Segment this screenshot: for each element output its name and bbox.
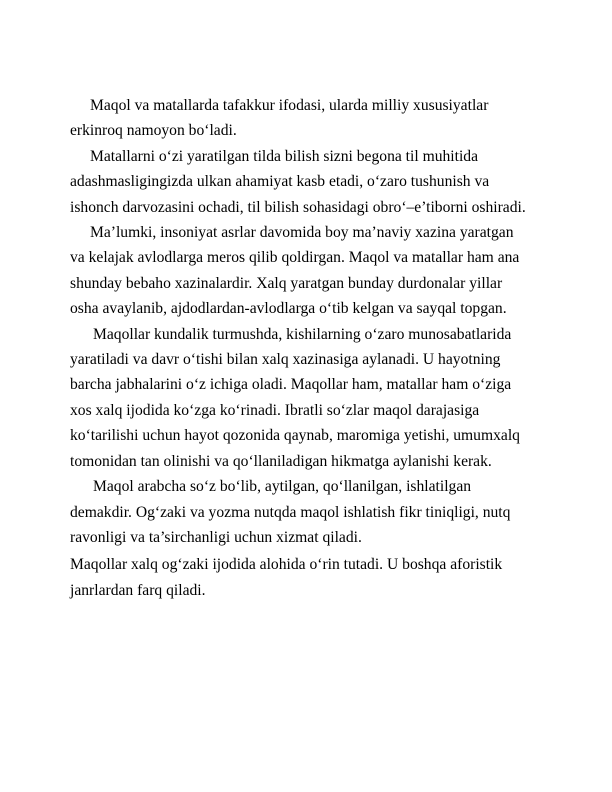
paragraph-line: xos xalq ijodida ko‘zga ko‘rinadi. Ibratli so‘zlar maqol darajasiga bbox=[70, 401, 480, 419]
paragraph-line: erkinroq namoyon bo‘ladi. bbox=[70, 122, 237, 140]
paragraph-line: va kelajak avlodlarga meros qilib qoldirgan. Maqol va matallar ham ana bbox=[70, 249, 520, 267]
paragraph-3 bbox=[70, 220, 550, 322]
paragraph-2 bbox=[70, 144, 550, 220]
paragraph-line: Ma’lumki, insoniyat asrlar davomida boy ma’naviy xazina yaratgan bbox=[90, 224, 514, 242]
paragraph-line: Maqol arabcha so‘z bo‘lib, aytilgan, qo‘llanilgan, ishlatilgan bbox=[93, 478, 472, 496]
paragraph-4 bbox=[70, 322, 550, 474]
document-body bbox=[70, 93, 550, 603]
paragraph-line: Maqol va matallarda tafakkur ifodasi, ularda milliy xususiyatlar bbox=[90, 97, 489, 114]
paragraph-1 bbox=[70, 93, 550, 144]
paragraph-line: Maqollar kundalik turmushda, kishilarning o‘zaro munosabatlarida bbox=[93, 325, 512, 343]
paragraph-line: janrlardan farq qiladi. bbox=[70, 581, 206, 599]
paragraph-line: ravonligi va ta’sirchanligi uchun xizmat qiladi. bbox=[70, 528, 362, 546]
paragraph-line: ko‘tarilishi uchun hayot qozonida qaynab, maromiga yetishi, umumxalq bbox=[70, 427, 520, 445]
paragraph-line: barcha jabhalarini o‘z ichiga oladi. Maqollar ham, matallar ham o‘ziga bbox=[70, 376, 512, 394]
paragraph-6 bbox=[70, 552, 550, 603]
paragraph-line: Maqollar xalq og‘zaki ijodida alohida o‘rin tutadi. U boshqa aforistik bbox=[70, 556, 503, 574]
paragraph-line: Matallarni o‘zi yaratilgan tilda bilish sizni begona til muhitida bbox=[90, 147, 479, 165]
paragraph-line: osha avaylanib, ajdodlardan-avlodlarga o‘tib kelgan va sayqal topgan. bbox=[70, 300, 507, 318]
paragraph-line: adashmasligingizda ulkan ahamiyat kasb etadi, o‘zaro tushunish va bbox=[70, 173, 490, 191]
paragraph-line: ishonch darvozasini ochadi, til bilish sohasidagi obro‘–e’tiborni oshiradi. bbox=[70, 198, 526, 216]
paragraph-line: yaratiladi va davr o‘tishi bilan xalq xazinasiga aylanadi. U hayotning bbox=[70, 351, 501, 369]
paragraph-line: shunday bebaho xazinalardir. Xalq yaratgan bunday durdonalar yillar bbox=[70, 274, 503, 292]
paragraph-line: demakdir. Og‘zaki va yozma nutqda maqol ishlatish fikr tiniqligi, nutq bbox=[70, 503, 511, 521]
paragraph-line: tomonidan tan olinishi va qo‘llaniladigan hikmatga aylanishi kerak. bbox=[70, 452, 492, 470]
paragraph-5 bbox=[70, 474, 550, 550]
